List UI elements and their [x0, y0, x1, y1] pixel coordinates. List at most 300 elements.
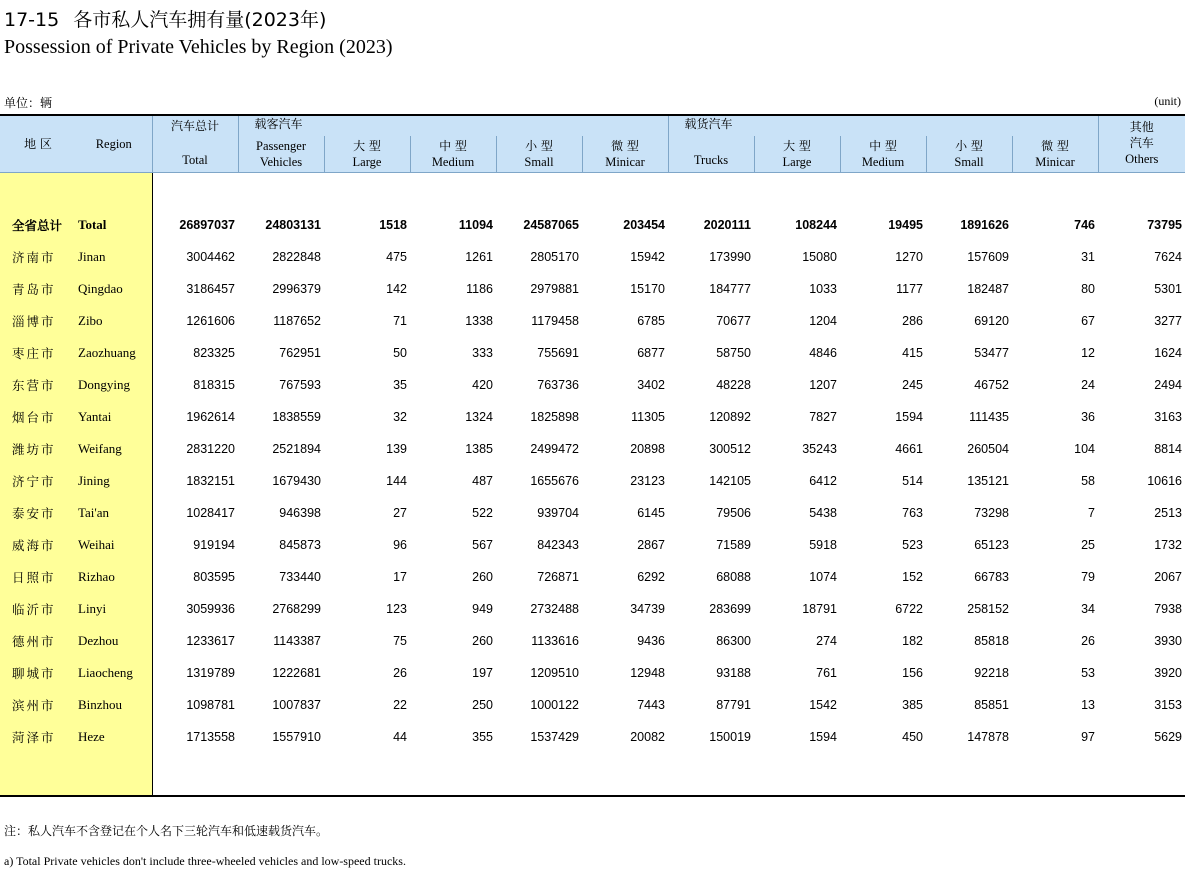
header-passenger-spacer — [324, 115, 668, 136]
large-cn-label: 大 型 — [783, 139, 811, 153]
value-cell: 1679430 — [272, 474, 321, 488]
value-cell: 79506 — [716, 506, 751, 520]
value-cell: 1233617 — [186, 634, 235, 648]
region-name-en: Jinan — [76, 241, 152, 273]
region-name-cn: 日照市 — [0, 561, 76, 593]
value-cell: 1624 — [1154, 346, 1182, 360]
value-cell: 763 — [902, 506, 923, 520]
value-cell: 66783 — [974, 570, 1009, 584]
value-cell: 762951 — [279, 346, 321, 360]
value-cell: 15080 — [802, 250, 837, 264]
header-passenger-group — [238, 115, 324, 136]
value-cell: 24587065 — [523, 218, 579, 232]
value-cell: 845873 — [279, 538, 321, 552]
value-cell: 755691 — [537, 346, 579, 360]
region-cn-label: 地 区 — [24, 137, 52, 151]
table-row — [0, 625, 1185, 657]
value-cell: 1832151 — [186, 474, 235, 488]
value-cell: 2067 — [1154, 570, 1182, 584]
value-cell: 1177 — [896, 282, 923, 296]
value-cell: 260 — [472, 634, 493, 648]
value-cell: 3186457 — [186, 282, 235, 296]
value-cell: 250 — [472, 698, 493, 712]
region-cell — [76, 753, 152, 796]
value-cell: 1594 — [809, 730, 837, 744]
value-cell: 1518 — [379, 218, 407, 232]
value-cell: 22 — [393, 698, 407, 712]
region-name-en: Binzhou — [76, 689, 152, 721]
passenger-en-label-2: Vehicles — [259, 155, 303, 169]
value-cell: 108244 — [795, 218, 837, 232]
region-name-cn: 济南市 — [0, 241, 76, 273]
header-trucks-total — [668, 136, 754, 173]
value-cell: 514 — [902, 474, 923, 488]
value-cell: 50 — [393, 346, 407, 360]
value-cell: 939704 — [537, 506, 579, 520]
value-cell: 173990 — [709, 250, 751, 264]
value-cell: 85851 — [974, 698, 1009, 712]
small-cn-label: 小 型 — [525, 139, 553, 153]
value-cell: 1207 — [809, 378, 837, 392]
value-cell: 1133616 — [531, 634, 579, 648]
value-cell: 36 — [1081, 410, 1095, 424]
value-cell: 3153 — [1154, 698, 1182, 712]
region-name-cn: 潍坊市 — [0, 433, 76, 465]
header-trucks-spacer — [754, 115, 1098, 136]
value-cell: 87791 — [716, 698, 751, 712]
value-cell: 2499472 — [530, 442, 579, 456]
region-name-cn: 威海市 — [0, 529, 76, 561]
value-cell: 7938 — [1154, 602, 1182, 616]
value-cell: 522 — [472, 506, 493, 520]
value-cell: 2831220 — [186, 442, 235, 456]
value-cell: 1007837 — [272, 698, 321, 712]
value-cell: 2494 — [1154, 378, 1182, 392]
value-cell: 27 — [393, 506, 407, 520]
value-cell: 733440 — [279, 570, 321, 584]
value-cell: 6877 — [637, 346, 665, 360]
value-cell: 1962614 — [186, 410, 235, 424]
region-cell — [0, 173, 76, 210]
value-cell: 156 — [902, 666, 923, 680]
value-cell: 3402 — [637, 378, 665, 392]
value-cell: 767593 — [279, 378, 321, 392]
value-cell: 147878 — [967, 730, 1009, 744]
title-text-cn: 各市私人汽车拥有量(2023年) — [73, 9, 327, 31]
value-cell: 286 — [902, 314, 923, 328]
medium-cn-label: 中 型 — [869, 139, 897, 153]
region-name-cn: 枣庄市 — [0, 337, 76, 369]
table-row — [0, 465, 1185, 497]
value-cell: 260504 — [967, 442, 1009, 456]
value-cell: 5438 — [809, 506, 837, 520]
unit-label-cn: 单位：辆 — [4, 96, 53, 110]
header-trucks-group — [668, 115, 754, 136]
value-cell: 104 — [1074, 442, 1095, 456]
value-cell: 258152 — [967, 602, 1009, 616]
value-cell: 6722 — [895, 602, 923, 616]
value-cell: 1261 — [465, 250, 493, 264]
value-cell: 5629 — [1154, 730, 1182, 744]
value-cell: 1385 — [465, 442, 493, 456]
value-cell: 25 — [1081, 538, 1095, 552]
value-cell: 385 — [902, 698, 923, 712]
minicar-cn-label: 微 型 — [611, 139, 639, 153]
value-cell: 18791 — [802, 602, 837, 616]
region-en-label: Region — [95, 137, 132, 151]
value-cell: 182 — [902, 634, 923, 648]
value-cell: 24 — [1081, 378, 1095, 392]
value-cell: 274 — [816, 634, 837, 648]
header-region-en — [76, 115, 152, 173]
value-cell: 823325 — [193, 346, 235, 360]
value-cell: 182487 — [967, 282, 1009, 296]
medium-en-label: Medium — [431, 155, 475, 169]
passenger-en-label-1: Passenger — [256, 139, 306, 153]
value-cell: 842343 — [537, 538, 579, 552]
spacer-cell — [152, 173, 1185, 210]
value-cell: 1713558 — [186, 730, 235, 744]
table-row — [0, 401, 1185, 433]
region-name-en: Tai'an — [76, 497, 152, 529]
value-cell: 1270 — [895, 250, 923, 264]
value-cell: 1098781 — [186, 698, 235, 712]
region-name-en: Yantai — [76, 401, 152, 433]
value-cell: 19495 — [888, 218, 923, 232]
value-cell: 86300 — [716, 634, 751, 648]
table-body — [0, 173, 1185, 797]
value-cell: 15942 — [630, 250, 665, 264]
page-title-en: Possession of Private Vehicles by Region (2023) — [4, 36, 393, 58]
table-row — [0, 689, 1185, 721]
table-row — [0, 657, 1185, 689]
table-number: 17-15 — [4, 9, 60, 31]
value-cell: 23123 — [630, 474, 665, 488]
region-name-en: Zibo — [76, 305, 152, 337]
spacer-cell — [152, 753, 1185, 796]
value-cell: 3059936 — [186, 602, 235, 616]
large-en-label: Large — [352, 155, 382, 169]
table-row — [0, 241, 1185, 273]
region-name-en: Qingdao — [76, 273, 152, 305]
value-cell: 7624 — [1154, 250, 1182, 264]
value-cell: 26 — [393, 666, 407, 680]
value-cell: 11094 — [458, 218, 493, 232]
value-cell: 97 — [1081, 730, 1095, 744]
value-cell: 5918 — [809, 538, 837, 552]
footnote-cn: 注：私人汽车不含登记在个人名下三轮汽车和低速载货汽车。 — [4, 824, 329, 838]
region-name-en: Linyi — [76, 593, 152, 625]
value-cell: 355 — [472, 730, 493, 744]
value-cell: 20082 — [630, 730, 665, 744]
region-name-cn: 临沂市 — [0, 593, 76, 625]
value-cell: 17 — [393, 570, 407, 584]
medium-en-label: Medium — [861, 155, 905, 169]
region-name-cn: 滨州市 — [0, 689, 76, 721]
header-p-large — [324, 136, 410, 173]
value-cell: 92218 — [974, 666, 1009, 680]
table-row — [0, 529, 1185, 561]
value-cell: 31 — [1081, 250, 1095, 264]
value-cell: 123 — [386, 602, 407, 616]
minicar-cn-label: 微 型 — [1041, 139, 1069, 153]
value-cell: 1891626 — [960, 218, 1009, 232]
value-cell: 2867 — [637, 538, 665, 552]
value-cell: 71589 — [716, 538, 751, 552]
value-cell: 34739 — [630, 602, 665, 616]
value-cell: 93188 — [716, 666, 751, 680]
total-en-label: Total — [182, 153, 208, 167]
value-cell: 13 — [1081, 698, 1095, 712]
table-row — [0, 561, 1185, 593]
value-cell: 803595 — [193, 570, 235, 584]
header-p-medium — [410, 136, 496, 173]
value-cell: 6145 — [637, 506, 665, 520]
header-region-cn — [0, 115, 76, 173]
value-cell: 142105 — [709, 474, 751, 488]
value-cell: 67 — [1081, 314, 1095, 328]
table-row — [0, 337, 1185, 369]
trucks-cn-label: 载货汽车 — [684, 117, 733, 131]
value-cell: 1179458 — [531, 314, 579, 328]
value-cell: 197 — [472, 666, 493, 680]
value-cell: 1732 — [1154, 538, 1182, 552]
value-cell: 1825898 — [530, 410, 579, 424]
value-cell: 1000122 — [530, 698, 579, 712]
value-cell: 1143387 — [273, 634, 321, 648]
value-cell: 71 — [393, 314, 407, 328]
table-row — [0, 497, 1185, 529]
small-en-label: Small — [524, 155, 554, 169]
minicar-en-label: Minicar — [1035, 155, 1075, 169]
trucks-en-label: Trucks — [693, 153, 729, 167]
region-name-cn: 淄博市 — [0, 305, 76, 337]
passenger-cn-label: 载客汽车 — [254, 117, 303, 131]
region-name-cn: 济宁市 — [0, 465, 76, 497]
region-name-en: Rizhao — [76, 561, 152, 593]
header-t-small — [926, 136, 1012, 173]
page-title-cn — [4, 5, 326, 32]
others-cn-label-2: 汽车 — [1129, 136, 1154, 150]
value-cell: 7827 — [809, 410, 837, 424]
value-cell: 70677 — [716, 314, 751, 328]
value-cell: 2768299 — [272, 602, 321, 616]
value-cell: 4846 — [809, 346, 837, 360]
value-cell: 46752 — [974, 378, 1009, 392]
value-cell: 12948 — [630, 666, 665, 680]
header-p-small — [496, 136, 582, 173]
value-cell: 8814 — [1154, 442, 1182, 456]
value-cell: 949 — [472, 602, 493, 616]
value-cell: 1222681 — [272, 666, 321, 680]
header-total — [152, 115, 238, 173]
value-cell: 10616 — [1147, 474, 1182, 488]
region-name-en: Dongying — [76, 369, 152, 401]
others-cn-label-1: 其他 — [1129, 120, 1154, 134]
value-cell: 152 — [902, 570, 923, 584]
value-cell: 139 — [386, 442, 407, 456]
value-cell: 1187652 — [273, 314, 321, 328]
region-name-en: Jining — [76, 465, 152, 497]
region-name-en: Total — [76, 209, 152, 241]
value-cell: 20898 — [630, 442, 665, 456]
data-table-container — [0, 114, 1185, 780]
spacer-row — [0, 173, 1185, 210]
table-row — [0, 721, 1185, 753]
value-cell: 1655676 — [530, 474, 579, 488]
value-cell: 35 — [393, 378, 407, 392]
value-cell: 2996379 — [272, 282, 321, 296]
region-name-en: Weihai — [76, 529, 152, 561]
region-name-cn: 聊城市 — [0, 657, 76, 689]
value-cell: 420 — [472, 378, 493, 392]
region-name-cn: 青岛市 — [0, 273, 76, 305]
table-row — [0, 305, 1185, 337]
value-cell: 1186 — [466, 282, 493, 296]
header-passenger-total — [238, 136, 324, 173]
region-name-cn: 德州市 — [0, 625, 76, 657]
value-cell: 2822848 — [272, 250, 321, 264]
value-cell: 12 — [1081, 346, 1095, 360]
value-cell: 333 — [472, 346, 493, 360]
value-cell: 7443 — [637, 698, 665, 712]
value-cell: 184777 — [709, 282, 751, 296]
value-cell: 1033 — [809, 282, 837, 296]
region-name-en: Weifang — [76, 433, 152, 465]
value-cell: 1074 — [809, 570, 837, 584]
value-cell: 58750 — [716, 346, 751, 360]
value-cell: 120892 — [709, 410, 751, 424]
total-row — [0, 209, 1185, 241]
value-cell: 144 — [386, 474, 407, 488]
value-cell: 2020111 — [703, 218, 751, 232]
value-cell: 761 — [816, 666, 837, 680]
value-cell: 1204 — [809, 314, 837, 328]
value-cell: 2805170 — [530, 250, 579, 264]
value-cell: 142 — [386, 282, 407, 296]
value-cell: 65123 — [974, 538, 1009, 552]
value-cell: 58 — [1081, 474, 1095, 488]
header-t-minicar — [1012, 136, 1098, 173]
region-name-en: Zaozhuang — [76, 337, 152, 369]
value-cell: 1209510 — [530, 666, 579, 680]
value-cell: 475 — [386, 250, 407, 264]
large-en-label: Large — [782, 155, 812, 169]
value-cell: 157609 — [967, 250, 1009, 264]
table-row — [0, 369, 1185, 401]
small-cn-label: 小 型 — [955, 139, 983, 153]
value-cell: 73795 — [1147, 218, 1182, 232]
small-en-label: Small — [954, 155, 984, 169]
table-row — [0, 593, 1185, 625]
value-cell: 7 — [1088, 506, 1095, 520]
value-cell: 69120 — [974, 314, 1009, 328]
region-name-cn: 烟台市 — [0, 401, 76, 433]
header-t-large — [754, 136, 840, 173]
value-cell: 79 — [1081, 570, 1095, 584]
value-cell: 32 — [393, 410, 407, 424]
value-cell: 9436 — [637, 634, 665, 648]
value-cell: 2732488 — [530, 602, 579, 616]
value-cell: 53477 — [974, 346, 1009, 360]
value-cell: 2979881 — [530, 282, 579, 296]
value-cell: 523 — [902, 538, 923, 552]
value-cell: 1542 — [809, 698, 837, 712]
value-cell: 726871 — [537, 570, 579, 584]
region-name-en: Heze — [76, 721, 152, 753]
value-cell: 1338 — [465, 314, 493, 328]
value-cell: 26897037 — [179, 218, 235, 232]
table-row — [0, 433, 1185, 465]
value-cell: 4661 — [895, 442, 923, 456]
table-row — [0, 273, 1185, 305]
value-cell: 919194 — [193, 538, 235, 552]
value-cell: 1324 — [465, 410, 493, 424]
value-cell: 946398 — [279, 506, 321, 520]
table-header — [0, 115, 1185, 173]
large-cn-label: 大 型 — [353, 139, 381, 153]
value-cell: 300512 — [709, 442, 751, 456]
value-cell: 487 — [472, 474, 493, 488]
value-cell: 2513 — [1154, 506, 1182, 520]
value-cell: 3930 — [1154, 634, 1182, 648]
value-cell: 1537429 — [530, 730, 579, 744]
value-cell: 746 — [1074, 218, 1095, 232]
data-table — [0, 114, 1185, 797]
value-cell: 1594 — [895, 410, 923, 424]
value-cell: 44 — [393, 730, 407, 744]
value-cell: 26 — [1081, 634, 1095, 648]
total-cn-label: 汽车总计 — [170, 119, 219, 133]
value-cell: 75 — [393, 634, 407, 648]
region-cell — [0, 753, 76, 796]
minicar-en-label: Minicar — [605, 155, 645, 169]
value-cell: 1557910 — [272, 730, 321, 744]
value-cell: 245 — [902, 378, 923, 392]
header-p-minicar — [582, 136, 668, 173]
value-cell: 85818 — [974, 634, 1009, 648]
value-cell: 415 — [902, 346, 923, 360]
value-cell: 763736 — [537, 378, 579, 392]
region-cell — [76, 173, 152, 210]
region-name-cn: 东营市 — [0, 369, 76, 401]
unit-label-en: (unit) — [1154, 94, 1181, 108]
value-cell: 6412 — [809, 474, 837, 488]
spacer-row — [0, 753, 1185, 796]
value-cell: 2521894 — [272, 442, 321, 456]
value-cell: 150019 — [709, 730, 751, 744]
medium-cn-label: 中 型 — [439, 139, 467, 153]
value-cell: 96 — [393, 538, 407, 552]
value-cell: 135121 — [967, 474, 1009, 488]
value-cell: 1261606 — [186, 314, 235, 328]
value-cell: 3277 — [1154, 314, 1182, 328]
value-cell: 3163 — [1154, 410, 1182, 424]
value-cell: 35243 — [802, 442, 837, 456]
value-cell: 283699 — [709, 602, 751, 616]
value-cell: 15170 — [630, 282, 665, 296]
value-cell: 5301 — [1154, 282, 1182, 296]
region-name-cn: 菏泽市 — [0, 721, 76, 753]
value-cell: 34 — [1081, 602, 1095, 616]
value-cell: 68088 — [716, 570, 751, 584]
value-cell: 6292 — [637, 570, 665, 584]
value-cell: 567 — [472, 538, 493, 552]
value-cell: 450 — [902, 730, 923, 744]
value-cell: 6785 — [637, 314, 665, 328]
value-cell: 53 — [1081, 666, 1095, 680]
region-name-en: Liaocheng — [76, 657, 152, 689]
